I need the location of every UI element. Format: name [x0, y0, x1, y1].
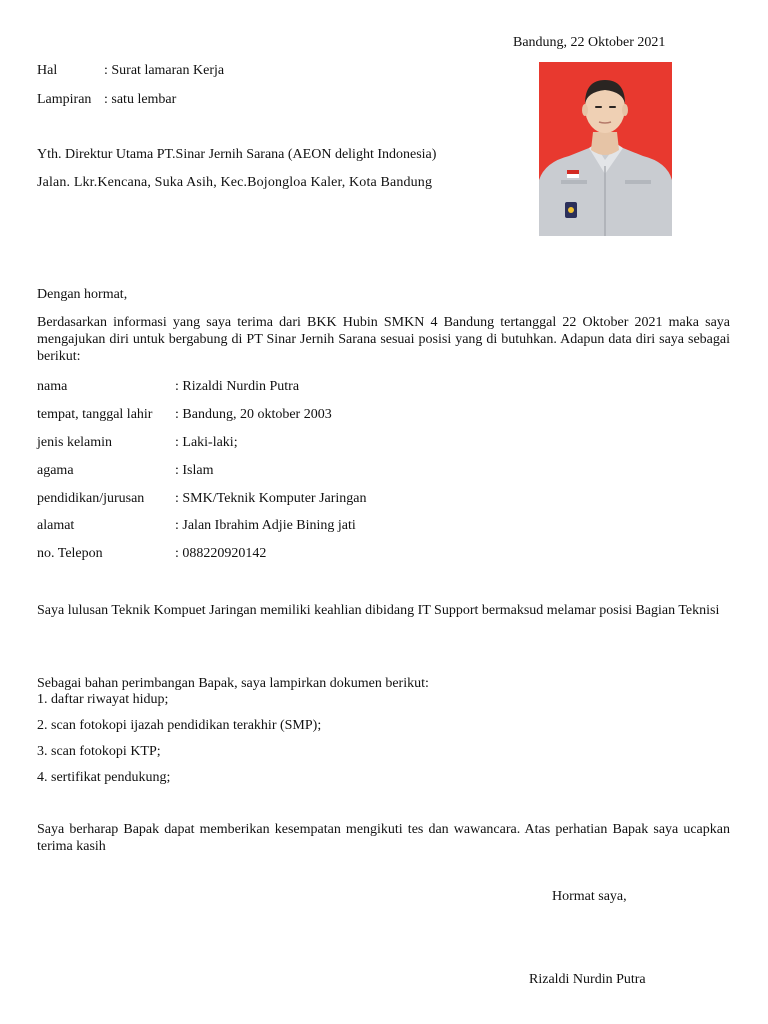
field-label-telepon: no. Telepon: [37, 546, 103, 561]
subject-value: : Surat lamaran Kerja: [104, 63, 225, 78]
field-label-nama: nama: [37, 379, 68, 394]
field-label-agama: agama: [37, 463, 74, 478]
statement-paragraph: Saya lulusan Teknik Kompuet Jaringan memiliki keahlian dibidang IT Support bermaksud melamar posisi Bagian Teknisi: [37, 603, 720, 618]
field-label-pendidikan: pendidikan/jurusan: [37, 491, 145, 506]
field-value-telepon: : 088220920142: [175, 546, 267, 561]
signer-name: Rizaldi Nurdin Putra: [529, 972, 646, 987]
field-value-jenis-kelamin: : Laki-laki;: [175, 435, 238, 450]
greeting: Dengan hormat,: [37, 287, 128, 302]
attachment-value: : satu lembar: [104, 92, 177, 107]
list-item: 2. scan fotokopi ijazah pendidikan terakhir (SMP);: [37, 718, 322, 733]
field-label-jenis-kelamin: jenis kelamin: [37, 435, 113, 450]
attachment-label: Lampiran: [37, 92, 92, 107]
recipient-address: Jalan. Lkr.Kencana, Suka Asih, Kec.Bojongloa Kaler, Kota Bandung: [37, 175, 433, 190]
field-label-alamat: alamat: [37, 518, 75, 533]
field-value-agama: : Islam: [175, 463, 214, 478]
field-label-ttl: tempat, tanggal lahir: [37, 407, 153, 422]
attachments-intro: Sebagai bahan perimbangan Bapak, saya lampirkan dokumen berikut:: [37, 676, 429, 691]
list-item: 3. scan fotokopi KTP;: [37, 744, 161, 759]
field-value-ttl: : Bandung, 20 oktober 2003: [175, 407, 332, 422]
subject-label: Hal: [37, 63, 58, 78]
letter-date: Bandung, 22 Oktober 2021: [513, 35, 666, 50]
field-value-alamat: : Jalan Ibrahim Adjie Bining jati: [175, 518, 356, 533]
applicant-photo-image: [539, 62, 672, 236]
field-value-nama: : Rizaldi Nurdin Putra: [175, 379, 300, 394]
closing-paragraph: Saya berharap Bapak dapat memberikan kesempatan mengikuti tes dan wawancara. Atas perhatian Bapak saya ucapkan terima kasih: [37, 822, 730, 854]
closing-salutation: Hormat saya,: [552, 889, 627, 904]
list-item: 4. sertifikat pendukung;: [37, 770, 171, 785]
recipient-line: Yth. Direktur Utama PT.Sinar Jernih Sarana (AEON delight Indonesia): [37, 147, 437, 162]
list-item: 1. daftar riwayat hidup;: [37, 692, 169, 707]
intro-paragraph: Berdasarkan informasi yang saya terima dari BKK Hubin SMKN 4 Bandung tertanggal 22 Oktober 2021 maka saya mengajukan diri untuk bergabung di PT Sinar Jernih Sarana sesuai posisi yang di butuhkan. Adapun data diri saya sebagai berikut:: [37, 315, 730, 364]
applicant-photo: [539, 62, 672, 236]
field-value-pendidikan: : SMK/Teknik Komputer Jaringan: [175, 491, 367, 506]
